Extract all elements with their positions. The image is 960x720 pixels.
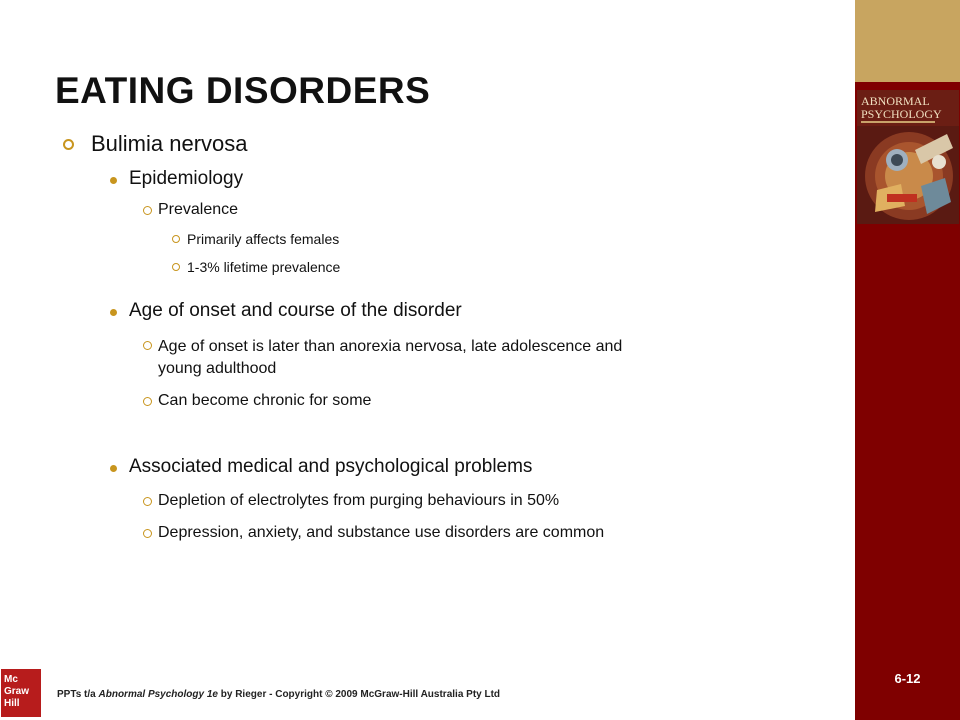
sidebar-top-band xyxy=(855,0,960,82)
bullet-ring-icon xyxy=(172,235,180,243)
slide-number: 6-12 xyxy=(894,671,921,686)
bullet-associated-problems: Associated medical and psychological problems xyxy=(129,456,533,477)
bullet-primarily-affects-females: Primarily affects females xyxy=(187,231,340,247)
bullet-onset-later xyxy=(158,336,622,380)
bullet-dot-icon xyxy=(110,309,117,316)
bullet-ring-icon xyxy=(143,206,152,215)
onset-text-line1: Age of onset is later than anorexia nervosa, late adolescence and xyxy=(158,338,623,355)
bullet-ring-icon xyxy=(63,139,74,150)
bullet-prevalence: Prevalence xyxy=(158,201,239,218)
bullet-lifetime-prevalence: 1-3% lifetime prevalence xyxy=(187,259,341,275)
bullet-bulimia-nervosa: Bulimia nervosa xyxy=(91,131,248,156)
mcgraw-hill-logo xyxy=(1,669,41,717)
bullet-chronic: Can become chronic for some xyxy=(158,392,372,409)
footer-prefix: PPTs t/a xyxy=(57,689,99,700)
footer-suffix: by Rieger - Copyright © 2009 McGraw-Hill Australia Pty Ltd xyxy=(217,689,501,700)
bullet-depletion-electrolytes: Depletion of electrolytes from purging behaviours in 50% xyxy=(158,492,560,509)
footer-book-title: Abnormal Psychology 1e xyxy=(98,689,218,700)
book-cover-image xyxy=(857,90,959,224)
bullet-ring-icon xyxy=(172,263,180,271)
logo-line1: Mc xyxy=(4,674,18,685)
slide-title: EATING DISORDERS xyxy=(55,70,431,111)
bullet-ring-icon xyxy=(143,529,152,538)
bullet-dot-icon xyxy=(110,465,117,472)
bullet-ring-icon xyxy=(143,397,152,406)
book-cover-title-line2: PSYCHOLOGY xyxy=(861,107,942,121)
book-cover-title-line1: ABNORMAL xyxy=(861,94,930,108)
bullet-epidemiology: Epidemiology xyxy=(129,168,244,189)
bullet-age-of-onset: Age of onset and course of the disorder xyxy=(129,300,462,321)
copyright-footer xyxy=(57,689,500,700)
bullet-depression-anxiety: Depression, anxiety, and substance use disorders are common xyxy=(158,524,605,541)
logo-line3: Hill xyxy=(4,698,20,709)
onset-text-line2: young adulthood xyxy=(158,360,277,377)
bullet-ring-icon xyxy=(143,497,152,506)
bullet-ring-icon xyxy=(143,341,152,350)
logo-line2: Graw xyxy=(4,686,30,697)
bullet-dot-icon xyxy=(110,177,117,184)
